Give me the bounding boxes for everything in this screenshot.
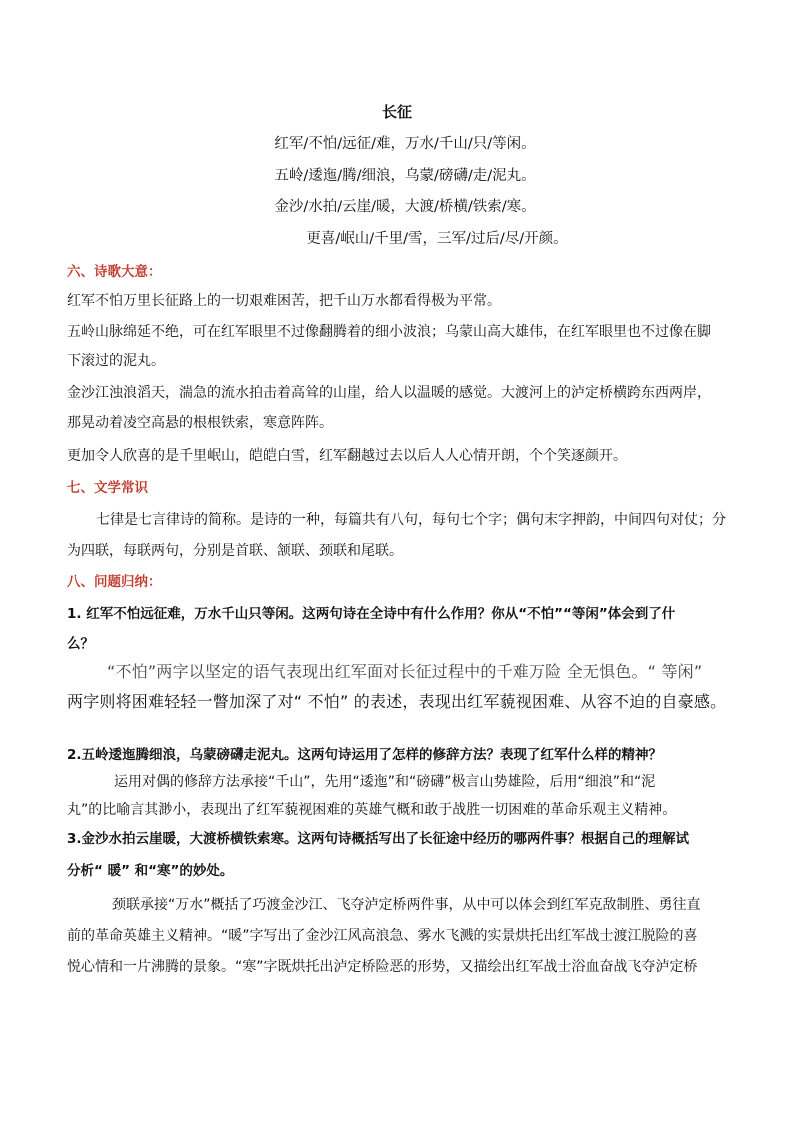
section-7-line: 七律是七言律诗的简称。是诗的一种，每篇共有八句，每句七个字；偶句末字押韵，中间四句对仗；分 [96, 512, 726, 528]
section-6-line: 那晃动着凌空高悬的根根铁索，寒意阵阵。 [67, 415, 333, 431]
answer-3: 颈联承接“万水”概括了巧渡金沙江、飞夺泸定桥两件事，从中可以体会到红军克敌制胜、勇往直 [112, 897, 701, 913]
poem-title: 长征 [381, 103, 412, 121]
answer-1: 两字则将困难轻轻一瞥加深了对“ 不怕” 的表述，表现出红军藐视困难、从容不迫的自豪感。 [67, 692, 727, 711]
section-6-heading: 六、诗歌大意： [67, 264, 162, 280]
poem-verse-3: 金沙/水拍/云崖/暖，大渡/桥横/铁索/寒。 [274, 199, 536, 215]
answer-2: 丸”的比喻言其渺小，表现出了红军藐视困难的英雄气概和敢于战胜一切困难的革命乐观主义精神。 [67, 802, 677, 818]
section-6-line: 红军不怕万里长征路上的一切艰难困苦，把千山万水都看得极为平常。 [67, 293, 501, 309]
poem-verse-4: 更喜/岷山/千里/雪，三军/过后/尽/开颜。 [306, 231, 568, 247]
answer-3: 前的革命英雄主义精神。“暖”字写出了金沙江风高浪急、雾水飞溅的实景烘托出红军战士渡江脱险的喜 [67, 928, 698, 944]
answer-3: 悦心情和一片沸腾的景象。“寒”字既烘托出泸定桥险恶的形势，又描绘出红军战士浴血奋战飞夺泸定桥 [67, 959, 698, 975]
section-8-heading: 八、问题归纳： [67, 574, 162, 590]
section-7-line: 为四联，每联两句，分别是首联、颔联、颈联和尾联。 [67, 543, 403, 559]
section-6-line: 下滚过的泥丸。 [67, 353, 165, 369]
question-2: 2.五岭逶迤腾细浪，乌蒙磅礴走泥丸。这两句诗运用了怎样的修辞方法？表现了红军什么样的精神？ [67, 747, 663, 763]
answer-1: “不怕”两字以坚定的语气表现出红军面对长征过程中的千难万险 全无惧色。“ 等闲” [107, 662, 703, 681]
question-1: 1. 红军不怕远征难，万水千山只等闲。这两句诗在全诗中有什么作用？你从“不怕”“等闲”体会到了什 [67, 606, 676, 622]
question-1: 么？ [67, 636, 94, 652]
question-3: 3.金沙水拍云崖暖，大渡桥横铁索寒。这两句诗概括写出了长征途中经历的哪两件事？根据自己的理解试 [67, 831, 690, 847]
section-6-line: 五岭山脉绵延不绝，可在红军眼里不过像翻腾着的细小波浪；乌蒙山高大雄伟，在红军眼里也不过像在脚 [67, 324, 711, 340]
section-6-line: 更加令人欣喜的是千里岷山，皑皑白雪，红军翻越过去以后人人心情开朗，个个笑逐颜开。 [67, 448, 627, 464]
answer-2: 运用对偶的修辞方法承接“千山”，先用“逶迤”和“磅礴”极言山势雄险，后用“细浪”和“泥 [114, 774, 656, 790]
section-6-line: 金沙江浊浪滔天，湍急的流水拍击着高耸的山崖，给人以温暖的感觉。大渡河上的泸定桥横跨东西两岸， [67, 385, 711, 401]
section-7-heading: 七、文学常识 [67, 480, 148, 496]
poem-verse-1: 红军/不怕/远征/难，万水/千山/只/等闲。 [274, 136, 536, 152]
poem-verse-2: 五岭/逶迤/腾/细浪，乌蒙/磅礴/走/泥丸。 [274, 168, 536, 184]
question-3: 分析“ 暖” 和“寒”的妙处。 [67, 863, 234, 879]
